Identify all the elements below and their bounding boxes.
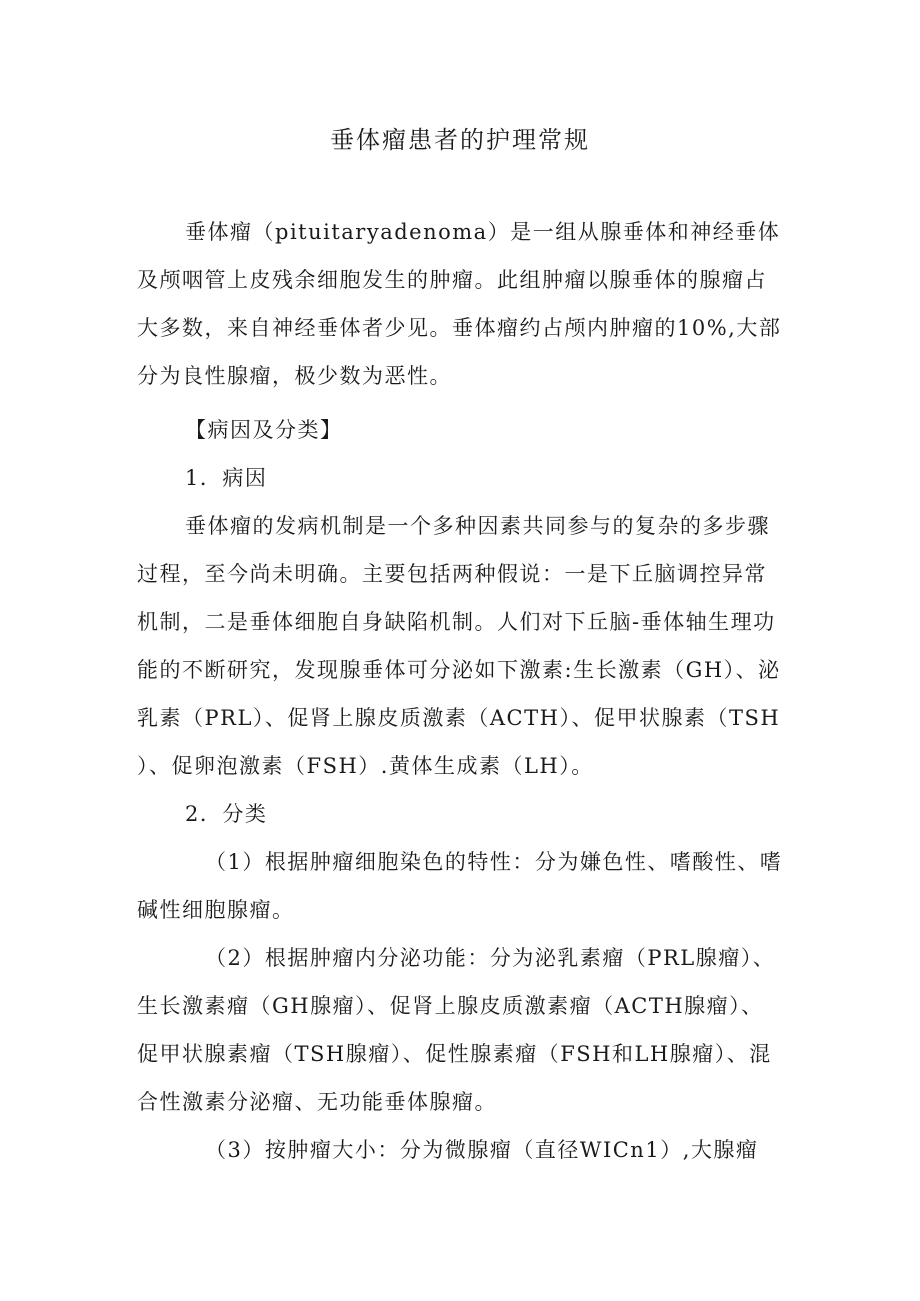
- text-line: 垂体瘤的发病机制是一个多种因素共同参与的复杂的多步骤: [185, 514, 770, 538]
- text-line: 生长激素瘤（GH腺瘤）、促肾上腺皮质激素瘤（ACTH腺瘤）、: [137, 994, 764, 1018]
- text-line: 促甲状腺素瘤（TSH腺瘤）、促性腺素瘤（FSH和LH腺瘤）、混: [137, 1042, 772, 1066]
- section-heading: 【病因及分类】: [185, 418, 343, 442]
- text-line: 合性激素分泌瘤、无功能垂体腺瘤。: [137, 1090, 497, 1114]
- text-line: 垂体瘤（pituitaryadenoma）是一组从腺垂体和神经垂体: [185, 220, 781, 244]
- sub2-paragraph: [137, 934, 789, 1126]
- document-body: [137, 208, 789, 1174]
- text-line: 分为良性腺瘤，极少数为恶性。: [137, 364, 452, 388]
- text-line: 碱性细胞腺瘤。: [137, 898, 295, 922]
- text-line: 乳素（PRL）、促肾上腺皮质激素（ACTH）、促甲状腺素（TSH: [137, 706, 781, 730]
- text-line: （1）根据肿瘤细胞染色的特性：分为嫌色性、嗜酸性、嗜: [205, 850, 783, 874]
- text-line: 大多数，来自神经垂体者少见。垂体瘤约占颅内肿瘤的10%,大部: [137, 316, 782, 340]
- text-line: 能的不断研究，发现腺垂体可分泌如下激素:生长激素（GH）、泌: [137, 658, 781, 682]
- text-line: 及颅咽管上皮残余细胞发生的肿瘤。此组肿瘤以腺垂体的腺瘤占: [137, 268, 767, 292]
- text-line: 机制，二是垂体细胞自身缺陷机制。人们对下丘脑-垂体轴生理功: [137, 610, 776, 634]
- text-line: （3）按肿瘤大小：分为微腺瘤（直径WICn1）,大腺瘤: [205, 1138, 759, 1162]
- text-line: （2）根据肿瘤内分泌功能：分为泌乳素瘤（PRL腺瘤）、: [205, 946, 776, 970]
- sub3-paragraph: [137, 1126, 789, 1174]
- item2-heading: 2．分类: [185, 802, 268, 826]
- item1-paragraph: [137, 502, 789, 790]
- text-line: 过程，至今尚未明确。主要包括两种假说：一是下丘脑调控异常: [137, 562, 767, 586]
- sub1-paragraph: [137, 838, 789, 934]
- intro-paragraph: [137, 208, 789, 400]
- item1-heading: 1．病因: [185, 466, 268, 490]
- page-title: 垂体瘤患者的护理常规: [330, 126, 590, 154]
- text-line: ）、促卵泡激素（FSH）.黄体生成素（LH）。: [137, 754, 594, 778]
